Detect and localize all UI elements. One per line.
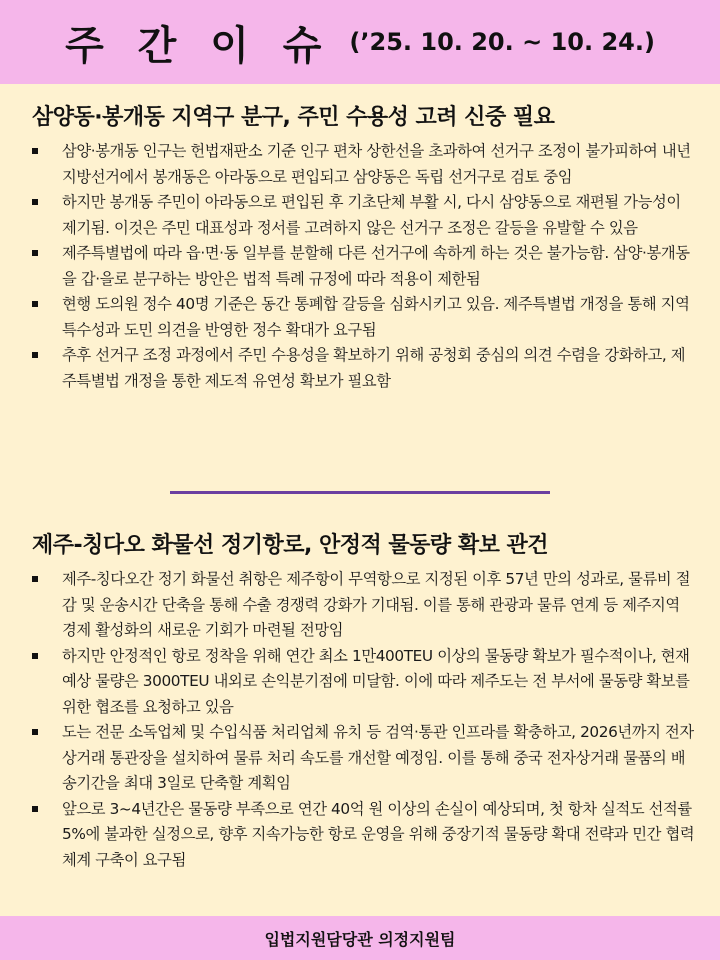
bullet-item: [30, 292, 698, 343]
bullet-item: [30, 190, 698, 241]
square-bullet-icon: [32, 729, 38, 735]
bullet-text: 하지만 안정적인 항로 정착을 위해 연간 최소 1만400TEU 이상의 물동량 확보가 필수적이나, 현재 예상 물량은 3000TEU 내외로 손익분기점에 미달함. 이에 따라 제주도는 전 부서에 물동량 확보를 위한 협조를 요청하고 있음: [62, 646, 690, 716]
section-divider: [170, 491, 550, 494]
bullet-item: [30, 343, 698, 394]
bullet-text: 앞으로 3~4년간은 물동량 부족으로 연간 40억 원 이상의 손실이 예상되며, 첫 항차 실적도 선적률 5%에 불과한 실정으로, 향후 지속가능한 항로 운영을 위해 중장기적 물동량 확대 전략과 민간 협력체계 구축이 요구됨: [62, 799, 695, 869]
bullet-text: 도는 전문 소독업체 및 수입식품 처리업체 유치 등 검역·통관 인프라를 확충하고, 2026년까지 전자상거래 통관장을 설치하여 물류 처리 속도를 개선할 예정임. 이를 통해 중국 전자상거래 물품의 배송기간을 최대 3일로 단축할 계획임: [62, 723, 694, 792]
header-banner: [0, 0, 720, 84]
bullet-list: [30, 139, 698, 394]
bullet-text: 제주-칭다오간 정기 화물선 취항은 제주항이 무역항으로 지정된 이후 57년 만의 성과로, 물류비 절감 및 운송시간 단축을 통해 수출 경쟁력 강화가 기대됨. 이를 통해 관광과 물류 연계 등 제주지역 경제 활성화의 새로운 기회가 마련될 전망임: [62, 570, 691, 639]
square-bullet-icon: [32, 576, 38, 582]
bullet-item: [30, 139, 698, 190]
bullet-item: [30, 567, 698, 644]
date-range: (’25. 10. 20. ~ 10. 24.): [349, 28, 655, 56]
footer-banner: [0, 916, 720, 960]
square-bullet-icon: [32, 148, 38, 154]
bullet-text: 삼양·봉개동 인구는 헌법재판소 기준 인구 편차 상한선을 초과하여 선거구 조정이 불가피하여 내년 지방선거에서 봉개동은 아라동으로 편입되고 삼양동은 독립 선거구로 검토 중임: [62, 142, 691, 186]
bullet-list: [30, 567, 698, 873]
bullet-text: 현행 도의원 정수 40명 기준은 동간 통폐합 갈등을 심화시키고 있음. 제주특별법 개정을 통해 지역 특수성과 도민 의견을 반영한 정수 확대가 요구됨: [62, 295, 690, 339]
square-bullet-icon: [32, 653, 38, 659]
bullet-text: 추후 선거구 조정 과정에서 주민 수용성을 확보하기 위해 공청회 중심의 의견 수렴을 강화하고, 제주특별법 개정을 통한 제도적 유연성 확보가 필요함: [62, 346, 686, 390]
bullet-item: [30, 644, 698, 721]
bullet-item: [30, 797, 698, 874]
bullet-item: [30, 720, 698, 797]
bullet-item: [30, 241, 698, 292]
issue-section-1: [30, 100, 698, 394]
section-title: 삼양동·봉개동 지역구 분구, 주민 수용성 고려 신중 필요: [32, 105, 555, 130]
bullet-text: 제주특별법에 따라 읍·면·동 일부를 분할해 다른 선거구에 속하게 하는 것은 불가능함. 삼양·봉개동을 갑·을로 분구하는 방안은 법적 특례 규정에 따라 적용이 제한됨: [62, 244, 690, 288]
issue-section-2: [30, 528, 698, 873]
square-bullet-icon: [32, 199, 38, 205]
square-bullet-icon: [32, 250, 38, 256]
square-bullet-icon: [32, 806, 38, 812]
square-bullet-icon: [32, 352, 38, 358]
section-title: 제주-칭다오 화물선 정기항로, 안정적 물동량 확보 관건: [32, 533, 548, 558]
bullet-text: 하지만 봉개동 주민이 아라동으로 편입된 후 기초단체 부활 시, 다시 삼양동으로 재편될 가능성이 제기됨. 이것은 주민 대표성과 정서를 고려하지 않은 선거구 조정은 갈등을 유발할 수 있음: [62, 193, 681, 237]
page-title: 주 간 이 슈: [65, 22, 332, 69]
square-bullet-icon: [32, 301, 38, 307]
footer-team-name: 입법지원담당관 의정지원팀: [264, 929, 456, 949]
